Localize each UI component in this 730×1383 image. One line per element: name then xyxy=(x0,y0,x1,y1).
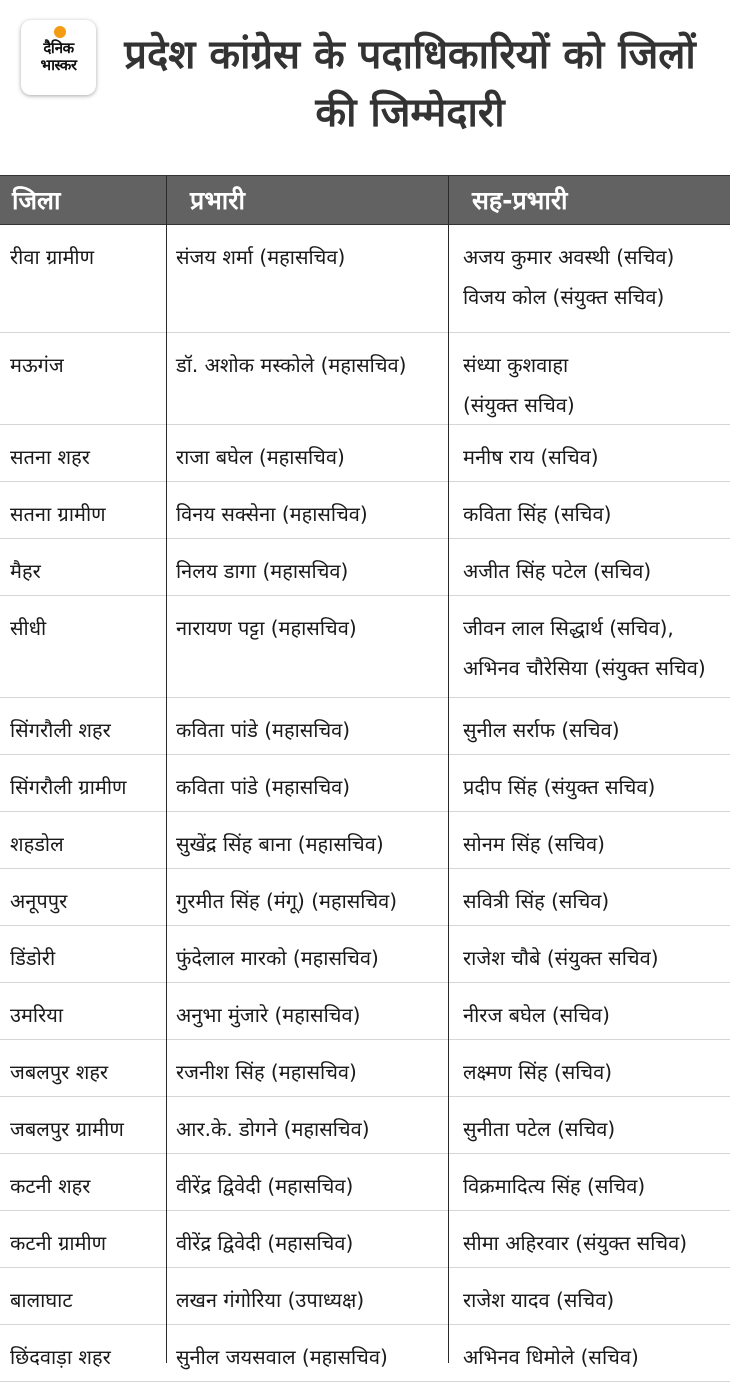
co-incharge-line: नीरज बघेल (सचिव) xyxy=(463,1003,610,1027)
incharge-cell: राजा बघेल (महासचिव) xyxy=(176,445,345,469)
co-incharge-line: सवित्री सिंह (सचिव) xyxy=(463,889,610,913)
page-title: प्रदेश कांग्रेस के पदाधिकारियों को जिलों की जिम्मेदारी xyxy=(124,32,696,136)
co-incharge-line: अजीत सिंह पटेल (सचिव) xyxy=(463,559,652,583)
incharge-cell: विनय सक्सेना (महासचिव) xyxy=(176,502,368,526)
co-incharge-line: (संयुक्त सचिव) xyxy=(463,393,575,417)
district-cell: जबलपुर ग्रामीण xyxy=(10,1117,124,1141)
co-incharge-line: अभिनव धिमोले (सचिव) xyxy=(463,1345,639,1369)
co-incharge-cell xyxy=(463,237,728,317)
table-row xyxy=(0,425,730,482)
co-incharge-line: लक्ष्मण सिंह (सचिव) xyxy=(463,1060,613,1084)
co-incharge-cell xyxy=(463,710,728,750)
co-incharge-cell xyxy=(463,1337,728,1377)
district-cell: रीवा ग्रामीण xyxy=(10,245,95,269)
co-incharge-line: मनीष राय (सचिव) xyxy=(463,445,599,469)
table-row xyxy=(0,926,730,983)
logo-text: दैनिक भास्कर xyxy=(40,39,77,74)
co-incharge-cell xyxy=(463,608,728,688)
table-row xyxy=(0,1040,730,1097)
table-header xyxy=(0,175,730,225)
header xyxy=(0,0,730,175)
table-row xyxy=(0,333,730,425)
district-cell: छिंदवाड़ा शहर xyxy=(10,1345,111,1369)
co-incharge-line: सुनीता पटेल (सचिव) xyxy=(463,1117,616,1141)
incharge-cell: रजनीश सिंह (महासचिव) xyxy=(176,1060,357,1084)
co-incharge-cell xyxy=(463,437,728,477)
dainik-bhaskar-logo[interactable] xyxy=(21,20,96,95)
table-row xyxy=(0,698,730,755)
district-cell: सीधी xyxy=(10,616,47,640)
column-header-district: जिला xyxy=(12,186,61,215)
incharge-cell: संजय शर्मा (महासचिव) xyxy=(176,245,346,269)
co-incharge-line: संध्या कुशवाहा xyxy=(463,353,569,377)
incharge-cell: सुखेंद्र सिंह बाना (महासचिव) xyxy=(176,832,384,856)
co-incharge-cell xyxy=(463,1166,728,1206)
co-incharge-line: सोनम सिंह (सचिव) xyxy=(463,832,605,856)
district-cell: मैहर xyxy=(10,559,41,583)
co-incharge-line: अजय कुमार अवस्थी (सचिव) xyxy=(463,245,675,269)
table-body xyxy=(0,225,730,1382)
co-incharge-cell xyxy=(463,938,728,978)
district-cell: बालाघाट xyxy=(10,1288,73,1312)
column-header-incharge: प्रभारी xyxy=(190,186,245,215)
incharge-cell: नारायण पट्टा (महासचिव) xyxy=(176,616,357,640)
co-incharge-cell xyxy=(463,767,728,807)
district-cell: कटनी ग्रामीण xyxy=(10,1231,107,1255)
sun-dot-icon xyxy=(54,26,66,38)
district-cell: सिंगरौली ग्रामीण xyxy=(10,775,127,799)
co-incharge-line: राजेश यादव (सचिव) xyxy=(463,1288,615,1312)
assignment-table xyxy=(0,175,730,1382)
district-cell: कटनी शहर xyxy=(10,1174,91,1198)
table-row xyxy=(0,225,730,333)
district-cell: अनूपपुर xyxy=(10,889,68,913)
co-incharge-cell xyxy=(463,824,728,864)
incharge-cell: लखन गंगोरिया (उपाध्यक्ष) xyxy=(176,1288,365,1312)
incharge-cell: फुंदेलाल मारको (महासचिव) xyxy=(176,946,379,970)
table-row xyxy=(0,1097,730,1154)
district-cell: उमरिया xyxy=(10,1003,64,1027)
incharge-cell: आर.के. डोगने (महासचिव) xyxy=(176,1117,370,1141)
co-incharge-line: जीवन लाल सिद्धार्थ (सचिव), xyxy=(463,616,674,640)
district-cell: सिंगरौली शहर xyxy=(10,718,111,742)
co-incharge-cell xyxy=(463,1280,728,1320)
table-row xyxy=(0,812,730,869)
incharge-cell: डॉ. अशोक मस्कोले (महासचिव) xyxy=(176,353,407,377)
co-incharge-line: विक्रमादित्य सिंह (सचिव) xyxy=(463,1174,646,1198)
incharge-cell: वीरेंद्र द्विवेदी (महासचिव) xyxy=(176,1231,354,1255)
table-row xyxy=(0,1325,730,1382)
district-cell: सतना ग्रामीण xyxy=(10,502,106,526)
co-incharge-line: कविता सिंह (सचिव) xyxy=(463,502,612,526)
co-incharge-cell xyxy=(463,995,728,1035)
table-row xyxy=(0,1211,730,1268)
co-incharge-cell xyxy=(463,551,728,591)
co-incharge-cell xyxy=(463,1109,728,1149)
table-row xyxy=(0,539,730,596)
incharge-cell: गुरमीत सिंह (मंगू) (महासचिव) xyxy=(176,889,398,913)
incharge-cell: कविता पांडे (महासचिव) xyxy=(176,775,351,799)
district-cell: सतना शहर xyxy=(10,445,90,469)
co-incharge-cell xyxy=(463,345,728,425)
co-incharge-line: सुनील सर्राफ (सचिव) xyxy=(463,718,620,742)
incharge-cell: निलय डागा (महासचिव) xyxy=(176,559,349,583)
co-incharge-cell xyxy=(463,494,728,534)
district-cell: डिंडोरी xyxy=(10,946,56,970)
header-divider xyxy=(448,176,449,224)
table-row xyxy=(0,755,730,812)
district-cell: शहडोल xyxy=(10,832,64,856)
co-incharge-line: सीमा अहिरवार (संयुक्त सचिव) xyxy=(463,1231,688,1255)
incharge-cell: अनुभा मुंजारे (महासचिव) xyxy=(176,1003,361,1027)
table-row xyxy=(0,1154,730,1211)
table-row xyxy=(0,482,730,539)
header-divider xyxy=(166,176,167,224)
co-incharge-line: राजेश चौबे (संयुक्त सचिव) xyxy=(463,946,659,970)
co-incharge-line: विजय कोल (संयुक्त सचिव) xyxy=(463,285,665,309)
table-row xyxy=(0,1268,730,1325)
co-incharge-line: अभिनव चौरेसिया (संयुक्त सचिव) xyxy=(463,656,706,680)
table-row xyxy=(0,983,730,1040)
column-header-co-incharge: सह-प्रभारी xyxy=(472,186,568,215)
table-row xyxy=(0,869,730,926)
incharge-cell: कविता पांडे (महासचिव) xyxy=(176,718,351,742)
co-incharge-cell xyxy=(463,1052,728,1092)
district-cell: जबलपुर शहर xyxy=(10,1060,109,1084)
co-incharge-line: प्रदीप सिंह (संयुक्त सचिव) xyxy=(463,775,656,799)
incharge-cell: सुनील जयसवाल (महासचिव) xyxy=(176,1345,388,1369)
district-cell: मऊगंज xyxy=(10,353,64,377)
co-incharge-cell xyxy=(463,881,728,921)
table-row xyxy=(0,596,730,698)
incharge-cell: वीरेंद्र द्विवेदी (महासचिव) xyxy=(176,1174,354,1198)
co-incharge-cell xyxy=(463,1223,728,1263)
